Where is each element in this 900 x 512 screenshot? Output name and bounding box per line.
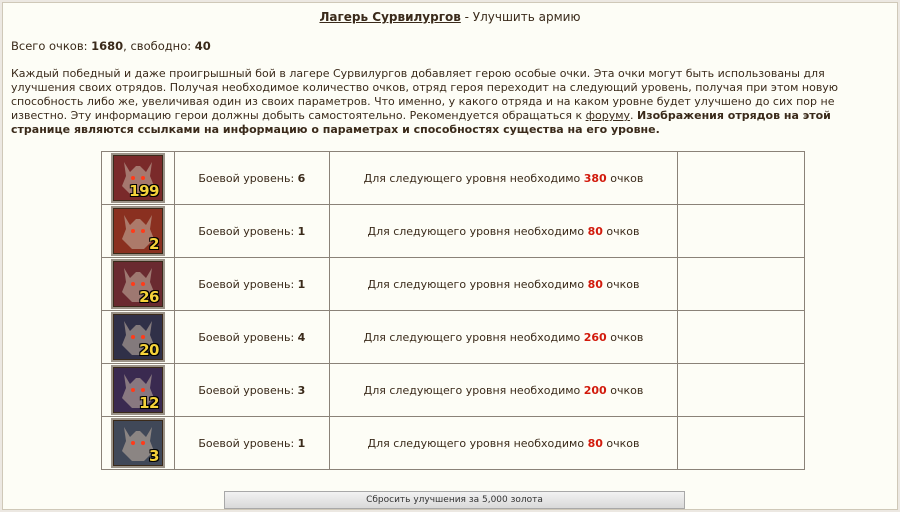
unit-level-cell	[174, 364, 329, 417]
next-level-suffix: очков	[602, 436, 640, 450]
upgrade-action-cell	[678, 311, 805, 364]
level-value: 6	[297, 171, 306, 185]
next-level-points: 260	[583, 330, 607, 344]
level-value: 3	[297, 383, 306, 397]
total-points-label: Всего очков:	[11, 39, 92, 53]
next-level-prefix: Для следующего уровня необходимо	[367, 436, 588, 450]
unit-level-cell	[174, 311, 329, 364]
upgrade-action-cell	[678, 258, 805, 311]
next-level-prefix: Для следующего уровня необходимо	[363, 330, 584, 344]
army-row	[102, 417, 805, 470]
army-table	[101, 151, 805, 470]
level-label: Боевой уровень:	[198, 224, 298, 238]
unit-image-cell	[102, 258, 175, 311]
upgrade-action-cell	[678, 417, 805, 470]
unit-portrait-link[interactable]	[113, 420, 163, 466]
unit-portrait-link[interactable]	[113, 367, 163, 413]
level-label: Боевой уровень:	[198, 277, 298, 291]
unit-count: 199	[129, 182, 159, 200]
unit-count: 20	[139, 341, 159, 359]
army-row	[102, 152, 805, 205]
level-label: Боевой уровень:	[198, 330, 298, 344]
unit-portrait-link[interactable]	[113, 155, 163, 201]
forum-link[interactable]: форуму	[585, 109, 631, 122]
free-points-label: , свободно:	[123, 39, 195, 53]
next-level-suffix: очков	[606, 330, 644, 344]
next-level-cell	[329, 364, 677, 417]
upgrade-action-cell	[678, 152, 805, 205]
unit-level-cell	[174, 258, 329, 311]
unit-level-cell	[174, 417, 329, 470]
unit-count: 3	[149, 447, 159, 465]
unit-count: 26	[139, 288, 159, 306]
next-level-prefix: Для следующего уровня необходимо	[363, 171, 584, 185]
level-value: 1	[297, 224, 306, 238]
page-title	[3, 10, 897, 24]
description-text	[11, 67, 891, 137]
next-level-cell	[329, 417, 677, 470]
next-level-prefix: Для следующего уровня необходимо	[367, 224, 588, 238]
next-level-cell	[329, 152, 677, 205]
next-level-prefix: Для следующего уровня необходимо	[363, 383, 584, 397]
next-level-points: 200	[583, 383, 607, 397]
army-row	[102, 311, 805, 364]
page-frame	[2, 2, 898, 510]
upgrade-action-cell	[678, 205, 805, 258]
army-row	[102, 258, 805, 311]
total-points-value: 1680	[91, 39, 124, 53]
unit-image-cell	[102, 364, 175, 417]
description-bold-note: Изображения отрядов на этой странице являются ссылками на информацию о параметрах и способностях существа на его уровне.	[11, 109, 831, 136]
unit-image-cell	[102, 152, 175, 205]
unit-image-cell	[102, 311, 175, 364]
title-separator: -	[460, 10, 473, 24]
unit-level-cell	[174, 205, 329, 258]
next-level-suffix: очков	[606, 383, 644, 397]
unit-image-cell	[102, 205, 175, 258]
unit-image-cell	[102, 417, 175, 470]
next-level-cell	[329, 311, 677, 364]
next-level-suffix: очков	[602, 224, 640, 238]
next-level-prefix: Для следующего уровня необходимо	[367, 277, 588, 291]
description-part1: Каждый победный и даже проигрышный бой в лагере Сурвилургов добавляет герою особые очки. Эта очки могут быть использованы для улучшения своих отрядов. Получая необходимое количество очков, отряд героя переходит на следующий уровень, получая при этом новую способность либо же, увеличивая один из своих параметров. Что именно, у какого отряда и на каком уровне будет улучшено до сих пор не известно. Эту информацию герои должны добыть самостоятельно. Рекомендуется обращаться к	[11, 67, 839, 122]
upgrade-action-cell	[678, 364, 805, 417]
next-level-suffix: очков	[602, 277, 640, 291]
next-level-points: 80	[587, 436, 603, 450]
army-row	[102, 205, 805, 258]
unit-level-cell	[174, 152, 329, 205]
level-value: 4	[297, 330, 306, 344]
level-label: Боевой уровень:	[198, 171, 298, 185]
unit-portrait-link[interactable]	[113, 261, 163, 307]
level-value: 1	[297, 277, 306, 291]
next-level-suffix: очков	[606, 171, 644, 185]
unit-portrait-link[interactable]	[113, 314, 163, 360]
unit-portrait-link[interactable]	[113, 208, 163, 254]
points-summary	[11, 39, 211, 53]
title-action: Улучшить армию	[472, 10, 581, 24]
description-part2: .	[630, 109, 638, 122]
level-label: Боевой уровень:	[198, 436, 298, 450]
free-points-value: 40	[194, 39, 211, 53]
next-level-points: 80	[587, 224, 603, 238]
next-level-cell	[329, 205, 677, 258]
level-value: 1	[297, 436, 306, 450]
army-row	[102, 364, 805, 417]
unit-count: 2	[149, 235, 159, 253]
next-level-cell	[329, 258, 677, 311]
reset-upgrades-button[interactable]: Сбросить улучшения за 5,000 золота	[224, 491, 685, 509]
next-level-points: 80	[587, 277, 603, 291]
level-label: Боевой уровень:	[198, 383, 298, 397]
next-level-points: 380	[583, 171, 607, 185]
camp-link[interactable]: Лагерь Сурвилургов	[319, 10, 461, 24]
unit-count: 12	[139, 394, 159, 412]
